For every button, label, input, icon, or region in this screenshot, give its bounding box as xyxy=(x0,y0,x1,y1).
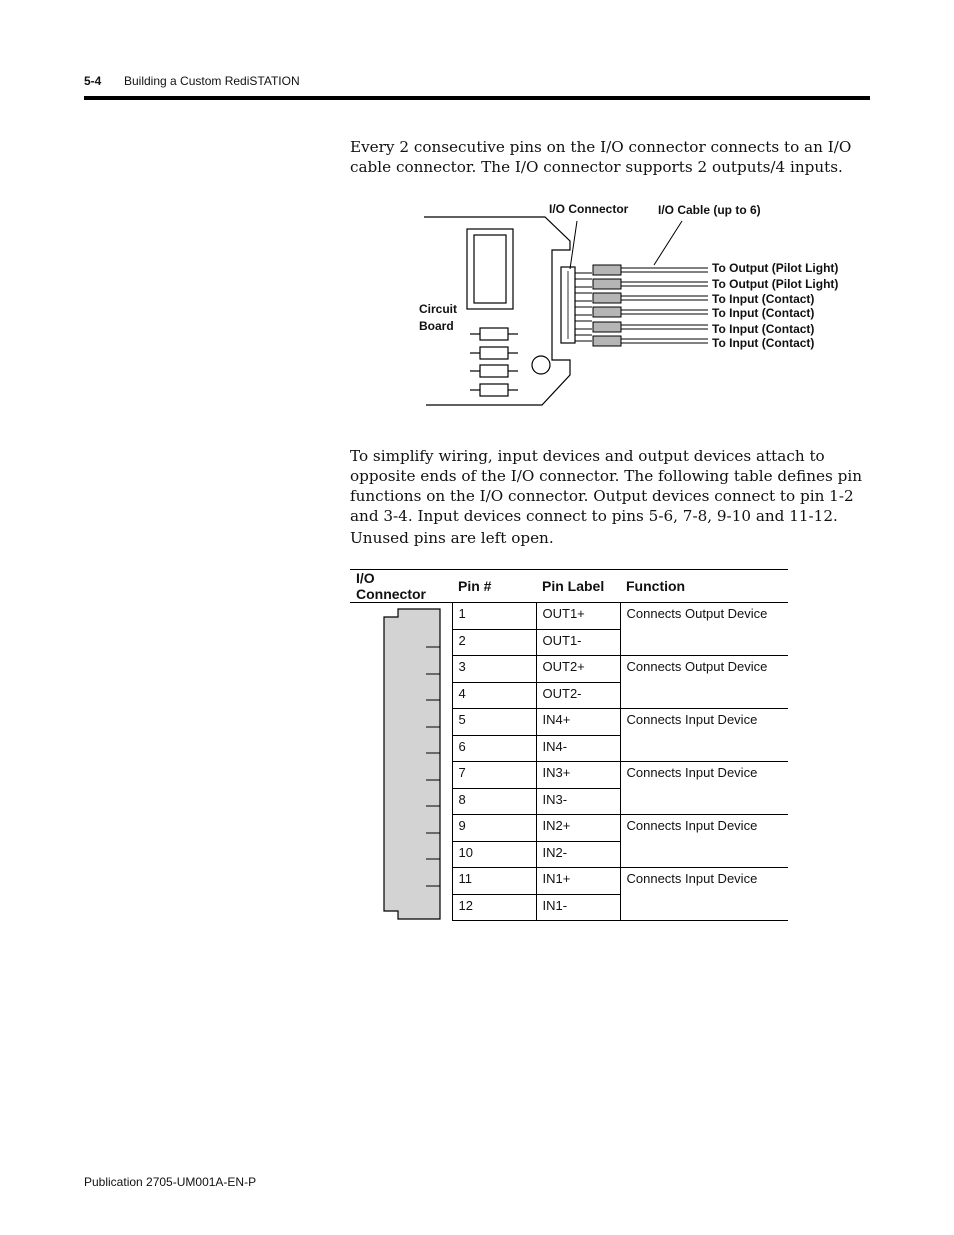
cable-label-6: To Input (Contact) xyxy=(712,336,815,350)
connector-pins xyxy=(575,273,592,341)
pin-label: OUT1+ xyxy=(536,603,620,630)
cable-label-5: To Input (Contact) xyxy=(712,322,815,336)
circuit-label-line1: Circuit xyxy=(419,302,458,316)
cable-wires xyxy=(621,268,708,343)
wiring-paragraph-block xyxy=(350,446,870,548)
pin-label: IN1+ xyxy=(536,868,620,895)
io-connector-figure xyxy=(410,195,850,415)
pin-number: 8 xyxy=(452,788,536,815)
pin-number: 12 xyxy=(452,894,536,921)
pin-number: 7 xyxy=(452,762,536,789)
header-pin-label: Pin Label xyxy=(536,570,620,603)
pin-number: 3 xyxy=(452,656,536,683)
pin-number: 1 xyxy=(452,603,536,630)
publication-footer: Publication 2705-UM001A-EN-P xyxy=(84,1175,257,1189)
pin-label: IN1- xyxy=(536,894,620,921)
connector-illustration-cell xyxy=(350,603,452,921)
pin-label: OUT2- xyxy=(536,682,620,709)
intro-paragraph: Every 2 consecutive pins on the I/O connector connects to an I/O cable connector. The I/O connector supports 2 outputs/4 inputs. xyxy=(350,138,852,176)
pin-label: IN3- xyxy=(536,788,620,815)
pin-function: Connects Output Device xyxy=(620,656,788,709)
pin-label: IN2- xyxy=(536,841,620,868)
board-display-inner xyxy=(474,235,506,303)
circuit-board-diagram xyxy=(410,195,850,415)
pin-number: 4 xyxy=(452,682,536,709)
cable-label-3: To Input (Contact) xyxy=(712,292,815,306)
pin-number: 10 xyxy=(452,841,536,868)
pin-function: Connects Input Device xyxy=(620,868,788,921)
pin-function-table xyxy=(350,569,788,921)
pin-label: IN2+ xyxy=(536,815,620,842)
pin-label: OUT1- xyxy=(536,629,620,656)
io-cable-leader xyxy=(654,221,682,265)
pin-function: Connects Input Device xyxy=(620,815,788,868)
table-header-row xyxy=(350,570,788,603)
pin-label: OUT2+ xyxy=(536,656,620,683)
pin-number: 6 xyxy=(452,735,536,762)
pin-label: IN4- xyxy=(536,735,620,762)
pin-function: Connects Output Device xyxy=(620,603,788,656)
pin-number: 9 xyxy=(452,815,536,842)
cable-label-1: To Output (Pilot Light) xyxy=(712,261,839,275)
cable-plugs xyxy=(593,265,621,346)
pin-number: 5 xyxy=(452,709,536,736)
pin-label: IN4+ xyxy=(536,709,620,736)
table-row xyxy=(350,603,788,630)
header-rule xyxy=(84,96,870,100)
circuit-label-line2: Board xyxy=(419,319,454,333)
io-cable-label: I/O Cable (up to 6) xyxy=(658,203,761,217)
cable-label-4: To Input (Contact) xyxy=(712,306,815,320)
page-number: 5-4 xyxy=(84,74,102,88)
unused-pins-paragraph: Unused pins are left open. xyxy=(350,529,554,547)
io-connector-label: I/O Connector xyxy=(549,202,629,216)
pin-function: Connects Input Device xyxy=(620,762,788,815)
pin-label: IN3+ xyxy=(536,762,620,789)
header-io-connector: I/O Connector xyxy=(350,570,452,603)
mounting-hole xyxy=(532,356,550,374)
pin-number: 11 xyxy=(452,868,536,895)
header-function: Function xyxy=(620,570,788,603)
cable-label-2: To Output (Pilot Light) xyxy=(712,277,839,291)
connector-illustration xyxy=(350,603,451,927)
wiring-paragraph: To simplify wiring, input devices and output devices attach to opposite ends of the I/O connector. The following table defines pin functions on the I/O connector. Output devices connect to pin 1-2 and 3-4. Input devices connect to pins 5-6, 7-8, 9-10 and 11-12. xyxy=(350,447,862,525)
io-connector-leader xyxy=(570,221,577,269)
resistors xyxy=(470,328,518,396)
pin-function: Connects Input Device xyxy=(620,709,788,762)
pin-number: 2 xyxy=(452,629,536,656)
chapter-title: Building a Custom RediSTATION xyxy=(124,74,300,88)
header-pin-number: Pin # xyxy=(452,570,536,603)
